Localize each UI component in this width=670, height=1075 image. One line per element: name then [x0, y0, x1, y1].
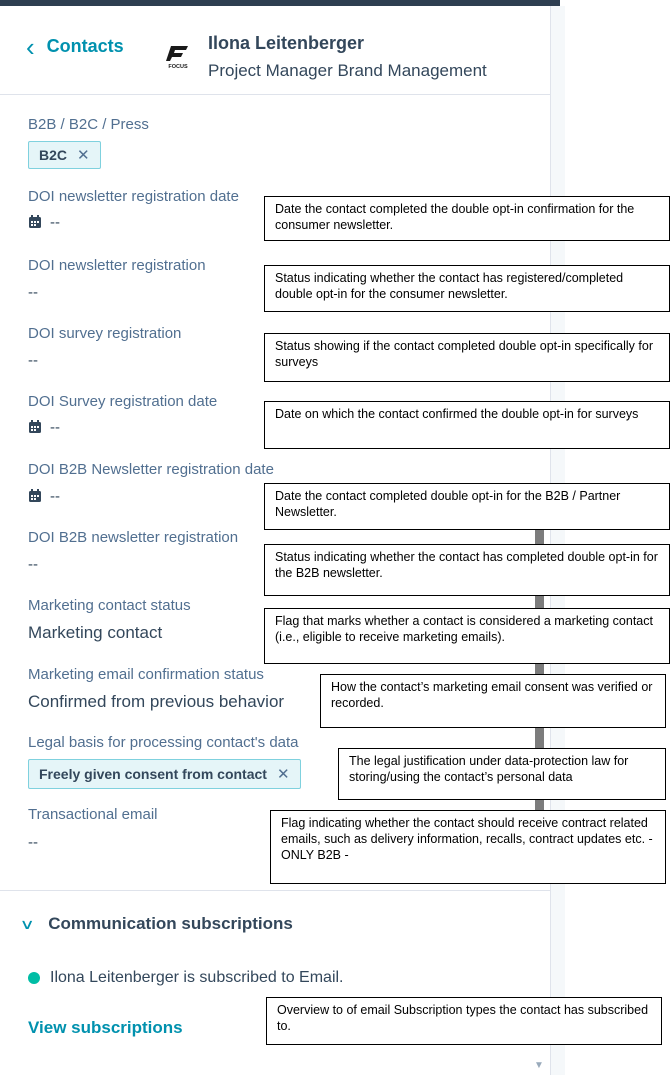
property-label-marketing-status: Marketing contact status [28, 597, 191, 614]
annotation-box: How the contact’s marketing email consent was verified or recorded. [320, 674, 666, 728]
property-value-transactional-email[interactable]: -- [28, 834, 38, 851]
property-label-legal-basis: Legal basis for processing contact's data [28, 734, 299, 751]
back-to-contacts-link[interactable] [26, 31, 124, 62]
chevron-left-icon: ‹ [26, 31, 35, 62]
chevron-down-icon: ∨ [19, 915, 35, 932]
scrollbar-thumb[interactable] [535, 530, 544, 544]
annotation-box: Status showing if the contact completed double opt-in specifically for surveys [264, 333, 670, 382]
property-label-doi-b2b: DOI B2B newsletter registration [28, 529, 239, 546]
annotation-box: Flag that marks whether a contact is considered a marketing contact (i.e., eligible to receive marketing emails). [264, 608, 670, 664]
annotation-box: Status indicating whether the contact has completed double opt-in for the B2B newsletter. [264, 544, 670, 596]
panel-scrollbar-track[interactable] [550, 6, 565, 1075]
tag-label: B2C [39, 147, 68, 163]
close-icon[interactable]: ✕ [276, 766, 290, 783]
calendar-icon [28, 420, 42, 434]
annotation-box: Status indicating whether the contact has registered/completed double opt-in for the consumer newsletter. [264, 265, 670, 312]
company-logo [158, 44, 198, 68]
tag-b2c[interactable] [28, 141, 101, 169]
property-label-doi-newsletter-date: DOI newsletter registration date [28, 188, 239, 205]
scrollbar-thumb-segment [535, 728, 544, 748]
view-subscriptions-link[interactable]: View subscriptions [28, 1018, 183, 1037]
communication-subscriptions-toggle[interactable] [19, 914, 293, 934]
annotation-box: Date the contact completed double opt-in for the B2B / Partner Newsletter. [264, 483, 670, 530]
calendar-icon [28, 489, 42, 503]
property-value-doi-b2b[interactable]: -- [28, 556, 38, 573]
section-divider [0, 890, 550, 891]
close-icon[interactable]: ✕ [77, 147, 90, 164]
svg-text:FOCUS: FOCUS [168, 64, 188, 70]
property-value-marketing-status[interactable]: Marketing contact [28, 623, 163, 642]
property-value-email-confirmation[interactable]: Confirmed from previous behavior [28, 692, 285, 711]
property-label-email-confirmation: Marketing email confirmation status [28, 666, 264, 683]
back-label: Contacts [46, 36, 124, 56]
annotation-box: Flag indicating whether the contact should receive contract related emails, such as delivery information, recalls, contract updates etc. - ONLY B2B - [270, 810, 666, 884]
scroll-down-arrow-icon[interactable]: ▼ [534, 1060, 544, 1071]
tag-legal-basis[interactable] [28, 759, 301, 789]
status-dot-icon [28, 972, 40, 984]
calendar-icon [28, 215, 42, 229]
property-value-doi-newsletter-date[interactable]: -- [28, 214, 60, 231]
annotation-box: Date the contact completed the double opt-in confirmation for the consumer newsletter. [264, 196, 670, 241]
property-value-doi-survey-date[interactable]: -- [28, 419, 60, 436]
contact-name: Ilona Leitenberger [208, 33, 365, 53]
property-label-doi-survey: DOI survey registration [28, 325, 182, 342]
property-value-doi-survey[interactable]: -- [28, 352, 38, 369]
annotation-box: Date on which the contact confirmed the double opt-in for surveys [264, 401, 670, 449]
property-label-b2b-b2c-press: B2B / B2C / Press [28, 116, 149, 133]
property-value-doi-newsletter[interactable]: -- [28, 284, 38, 301]
annotation-box: Overview to of email Subscription types the contact has subscribed to. [266, 997, 662, 1045]
property-label-doi-newsletter: DOI newsletter registration [28, 257, 206, 274]
section-title: Communication subscriptions [48, 914, 293, 933]
scrollbar-thumb-segment [535, 664, 544, 674]
property-label-doi-survey-date: DOI Survey registration date [28, 393, 218, 410]
scrollbar-thumb-segment [535, 596, 544, 608]
tag-label: Freely given consent from contact [39, 766, 267, 782]
contact-job-title: Project Manager Brand Management [208, 61, 487, 80]
subscription-status-text: Ilona Leitenberger is subscribed to Email. [50, 969, 344, 986]
annotation-box: The legal justification under data-protection law for storing/using the contact’s personal data [338, 748, 666, 800]
property-label-doi-b2b-date: DOI B2B Newsletter registration date [28, 461, 274, 478]
property-label-transactional-email: Transactional email [28, 806, 158, 823]
property-value-doi-b2b-date[interactable]: -- [28, 488, 60, 505]
record-header [0, 6, 550, 95]
subscription-status [28, 969, 344, 987]
